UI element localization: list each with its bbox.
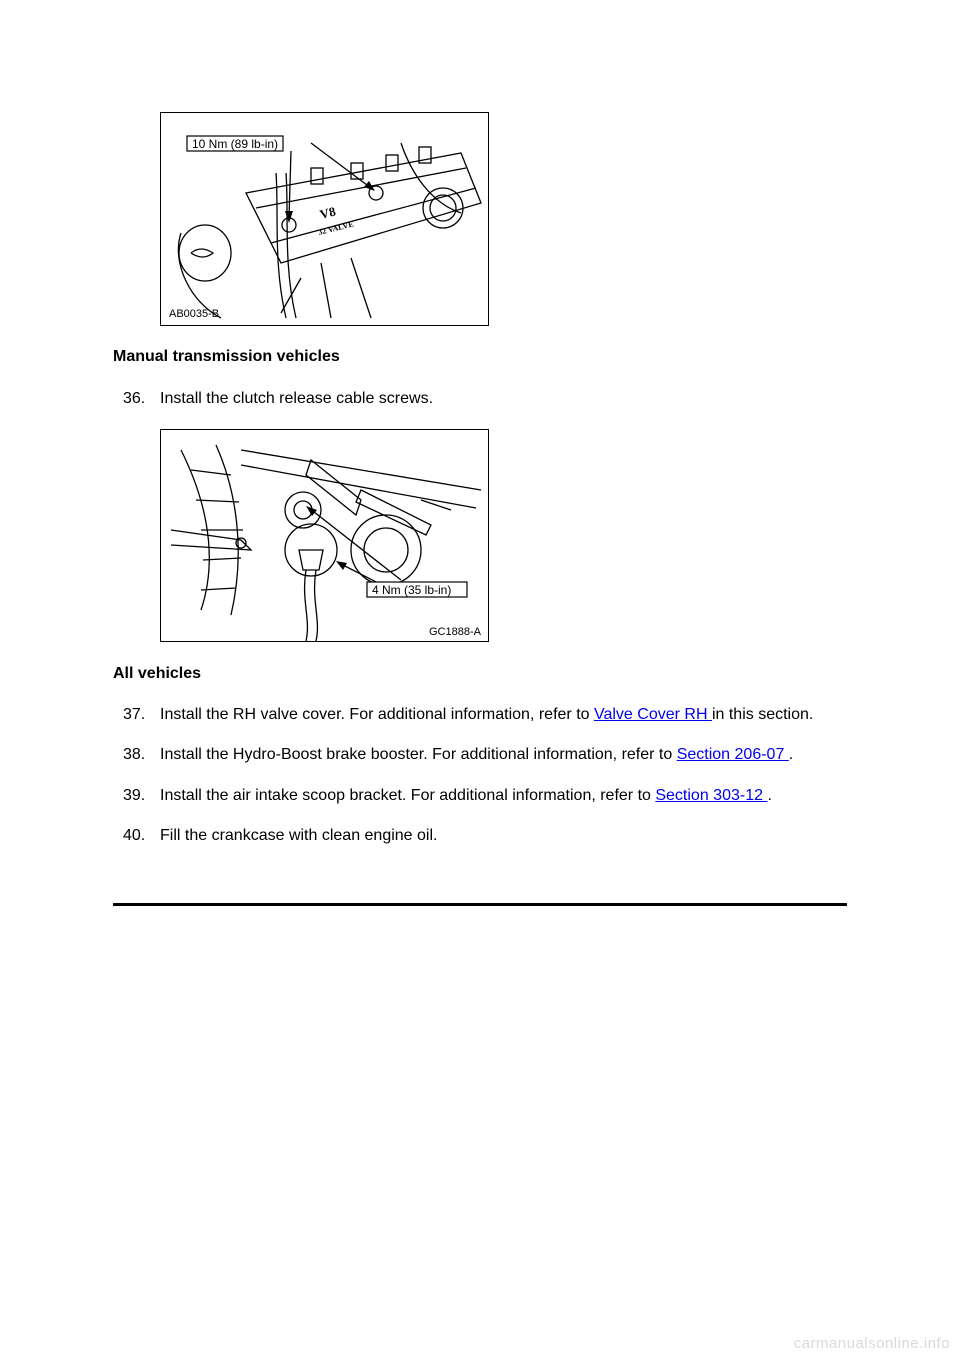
step-text: Fill the crankcase with clean engine oil. <box>160 827 438 844</box>
clutch-cable-illustration <box>161 430 488 641</box>
valve-mark: 32 VALVE <box>317 219 355 237</box>
step-37 <box>123 706 813 724</box>
torque-callout-1: 10 Nm (89 lb-in) <box>192 137 279 151</box>
step-36 <box>123 390 433 408</box>
torque-callout-2: 4 Nm (35 lb-in) <box>372 583 452 597</box>
section-heading-all: All vehicles <box>113 665 202 682</box>
step-text-after: in this section. <box>711 706 814 723</box>
step-number: 37. <box>123 706 146 723</box>
valve-cover-illustration <box>161 113 488 325</box>
step-number: 36. <box>123 390 146 407</box>
section-206-07-link[interactable]: Section 206-07 <box>676 746 789 763</box>
step-number: 40. <box>123 827 146 844</box>
step-text: Install the RH valve cover. For additional information, refer to <box>160 706 594 723</box>
engine-mark: V8 <box>318 203 338 222</box>
step-38 <box>123 746 793 764</box>
figure-code-2: GC1888-A <box>429 626 481 638</box>
watermark: carmanualsonline.info <box>793 1335 950 1352</box>
step-text: Install the Hydro-Boost brake booster. For additional information, refer to <box>160 746 677 763</box>
section-divider <box>113 903 847 906</box>
valve-cover-rh-link[interactable]: Valve Cover RH <box>593 706 712 723</box>
step-text: Install the clutch release cable screws. <box>160 390 434 407</box>
figure-code-1: AB0035-B <box>169 308 220 320</box>
step-39 <box>123 787 772 805</box>
clutch-cable-figure <box>160 429 489 642</box>
section-303-12-link[interactable]: Section 303-12 <box>655 787 768 804</box>
section-heading-manual: Manual transmission vehicles <box>113 348 340 365</box>
step-40 <box>123 827 437 845</box>
step-number: 38. <box>123 746 146 763</box>
valve-cover-figure <box>160 112 489 326</box>
step-number: 39. <box>123 787 146 804</box>
step-text: Install the air intake scoop bracket. For additional information, refer to <box>160 787 656 804</box>
step-text-after: . <box>788 746 794 763</box>
step-text-after: . <box>767 787 772 804</box>
